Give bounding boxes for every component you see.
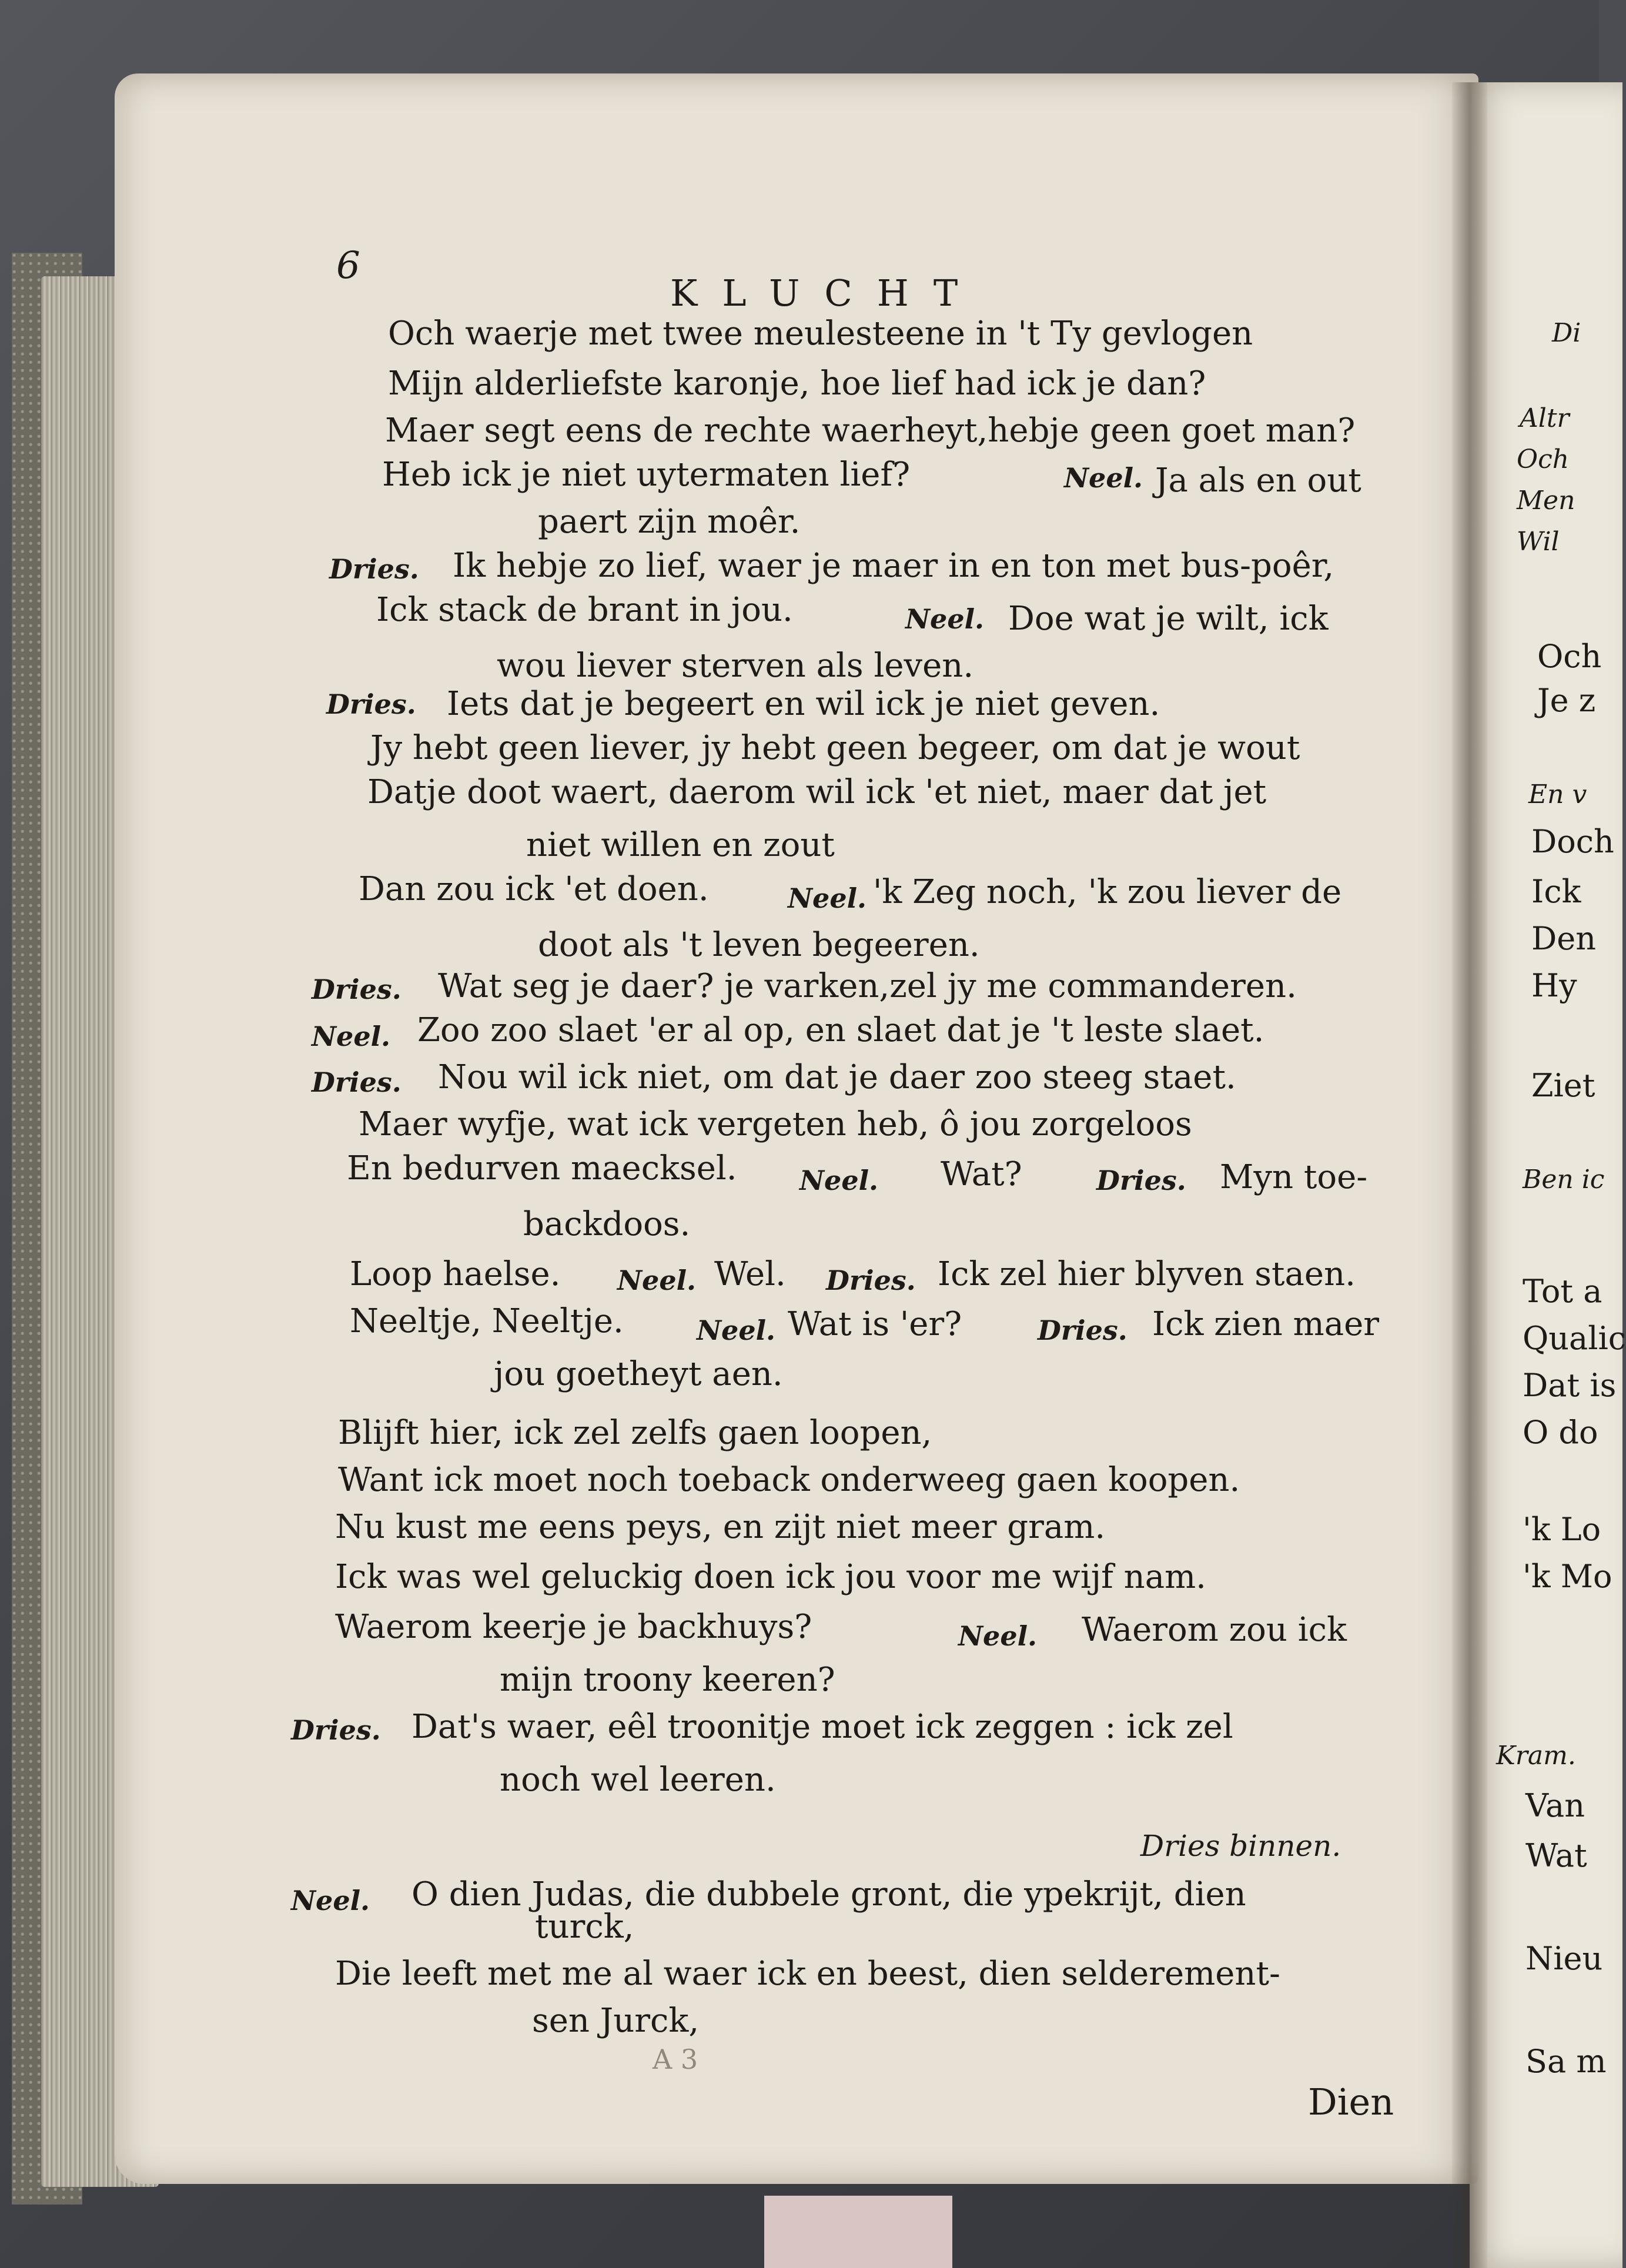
verse-line: En bedurven maecksel. <box>347 1149 737 1187</box>
facing-page-text: Di <box>1552 318 1581 348</box>
facing-page-text: Och <box>1537 638 1602 675</box>
verse-line: niet willen en zout <box>526 826 835 864</box>
verse-line: Dat's waer, eêl troonitje moet ick zeggen : ick zel <box>411 1708 1233 1746</box>
verse-line: Nu kust me eens peys, en zijt niet meer gram. <box>335 1508 1106 1546</box>
speaker-label: Neel. <box>905 603 985 635</box>
verse-line: Waerom zou ick <box>1082 1611 1347 1649</box>
verse-line: Waerom keerje je backhuys? <box>335 1608 812 1646</box>
facing-page-text: En v <box>1528 780 1587 809</box>
facing-page-text: Dat is <box>1523 1367 1617 1404</box>
facing-page-text: Je z <box>1537 682 1596 719</box>
speaker-label: Neel. <box>1064 462 1143 494</box>
facing-page-text: Doch <box>1531 823 1614 860</box>
verse-line: Heb ick je niet uytermaten lief? <box>382 456 911 494</box>
verse-line: Ick zien maer <box>1152 1305 1380 1343</box>
verse-line: doot als 't leven begeeren. <box>538 926 980 964</box>
verse-line: sen Jurck, <box>532 2002 700 2040</box>
facing-page-text: Wat <box>1525 1837 1587 1874</box>
speaker-label: Neel. <box>788 882 867 914</box>
verse-line: backdoos. <box>523 1205 691 1243</box>
facing-page-text: 'k Mo <box>1523 1558 1612 1595</box>
verse-line: Ick zel hier blyven staen. <box>938 1255 1356 1293</box>
bookmark-ribbon <box>764 2196 952 2268</box>
facing-page-text: Tot a <box>1523 1273 1602 1310</box>
verse-line: Loop haelse. <box>350 1255 561 1293</box>
speaker-label: Dries. <box>312 974 402 1005</box>
speaker-label: Dries. <box>326 688 416 720</box>
speaker-label: Dries. <box>329 553 419 585</box>
facing-page-text: Qualic <box>1523 1320 1626 1357</box>
verse-line: Ick stack de brant in jou. <box>376 591 793 629</box>
verse-line: 'k Zeg noch, 'k zou liever de <box>873 873 1342 911</box>
speaker-label: Neel. <box>291 1885 370 1916</box>
facing-page-text: 'k Lo <box>1523 1511 1601 1548</box>
speaker-label: Dries. <box>312 1066 402 1098</box>
speaker-label: Dries. <box>1038 1314 1128 1346</box>
verse-line: jou goetheyt aen. <box>494 1355 783 1393</box>
verse-line: Och waerje met twee meulesteene in 't Ty gevlogen <box>388 315 1253 353</box>
verse-line: Wel. <box>714 1255 786 1293</box>
verse-line: Blijft hier, ick zel zelfs gaen loopen, <box>338 1414 932 1452</box>
verse-line: Myn toe- <box>1220 1158 1368 1196</box>
speaker-label: Neel. <box>958 1620 1038 1652</box>
verse-line: paert zijn moêr. <box>538 503 801 541</box>
verse-line: Ik hebje zo lief, waer je maer in en ton met bus-poêr, <box>453 547 1334 585</box>
verse-line: Zoo zoo slaet 'er al op, en slaet dat je 't leste slaet. <box>417 1011 1264 1049</box>
speaker-label: Dries. <box>1096 1165 1186 1196</box>
facing-page-text: Kram. <box>1496 1741 1576 1771</box>
verse-line: Datje doot waert, daerom wil ick 'et niet, maer dat jet <box>367 773 1267 811</box>
facing-page-text: Och <box>1517 444 1570 474</box>
verse-line: mijn troony keeren? <box>500 1661 835 1699</box>
facing-page-text: O do <box>1523 1414 1598 1451</box>
signature-mark: A 3 <box>653 2043 698 2075</box>
facing-page-text: Den <box>1531 920 1597 957</box>
stage-direction: Dries binnen. <box>1140 1829 1341 1863</box>
verse-line: Nou wil ick niet, om dat je daer zoo steeg staet. <box>438 1058 1236 1096</box>
page-number: 6 <box>336 244 360 287</box>
facing-page-text: Nieu <box>1525 1940 1603 1977</box>
book-gutter <box>1452 82 1487 2268</box>
speaker-label: Neel. <box>799 1165 879 1196</box>
facing-page-text: Sa m <box>1525 2043 1607 2080</box>
verse-line: Maer wyfje, wat ick vergeten heb, ô jou zorgeloos <box>359 1105 1192 1143</box>
speaker-label: Neel. <box>617 1265 697 1296</box>
verse-line: Iets dat je begeert en wil ick je niet geven. <box>447 685 1160 723</box>
running-head: KLUCHT <box>670 272 983 315</box>
facing-page-text: Men <box>1517 486 1575 516</box>
facing-page-text: Hy <box>1531 967 1577 1004</box>
speaker-label: Dries. <box>291 1714 381 1746</box>
verse-line: turck, <box>535 1908 634 1946</box>
verse-line: Wat? <box>941 1155 1022 1193</box>
verse-line: O dien Judas, die dubbele gront, die ypekrijt, dien <box>411 1875 1246 1914</box>
facing-page-text: Wil <box>1517 527 1560 557</box>
speaker-label: Neel. <box>312 1021 391 1052</box>
facing-page-text: Ben ic <box>1523 1165 1605 1195</box>
catchword: Dien <box>1308 2080 1394 2123</box>
verse-line: noch wel leeren. <box>500 1761 776 1799</box>
verse-line: Want ick moet noch toeback onderweeg gaen koopen. <box>338 1461 1240 1499</box>
verse-line: Dan zou ick 'et doen. <box>359 870 709 908</box>
verse-line: Wat seg je daer? je varken,zel jy me commanderen. <box>438 967 1297 1005</box>
facing-page-text: Ziet <box>1531 1067 1595 1104</box>
verse-line: Doe wat je wilt, ick <box>1008 600 1329 638</box>
verse-line: Wat is 'er? <box>788 1305 962 1343</box>
speaker-label: Dries. <box>826 1265 916 1296</box>
speaker-label: Neel. <box>697 1314 776 1346</box>
facing-page-text: Ick <box>1531 873 1581 910</box>
verse-line: wou liever sterven als leven. <box>497 647 974 685</box>
verse-line: Mijn alderliefste karonje, hoe lief had ick je dan? <box>388 364 1206 403</box>
verse-line: Ja als en out <box>1155 461 1361 500</box>
facing-page-text: Altr <box>1520 403 1570 433</box>
verse-line: Maer segt eens de rechte waerheyt,hebje geen goet man? <box>385 412 1356 450</box>
verse-line: Jy hebt geen liever, jy hebt geen begeer, om dat je wout <box>370 729 1300 767</box>
verse-line: Die leeft met me al waer ick en beest, dien selderement- <box>335 1955 1280 1993</box>
verse-line: Neeltje, Neeltje. <box>350 1302 624 1340</box>
verse-line: Ick was wel geluckig doen ick jou voor me wijf nam. <box>335 1558 1206 1596</box>
facing-page-text: Van <box>1525 1787 1585 1824</box>
